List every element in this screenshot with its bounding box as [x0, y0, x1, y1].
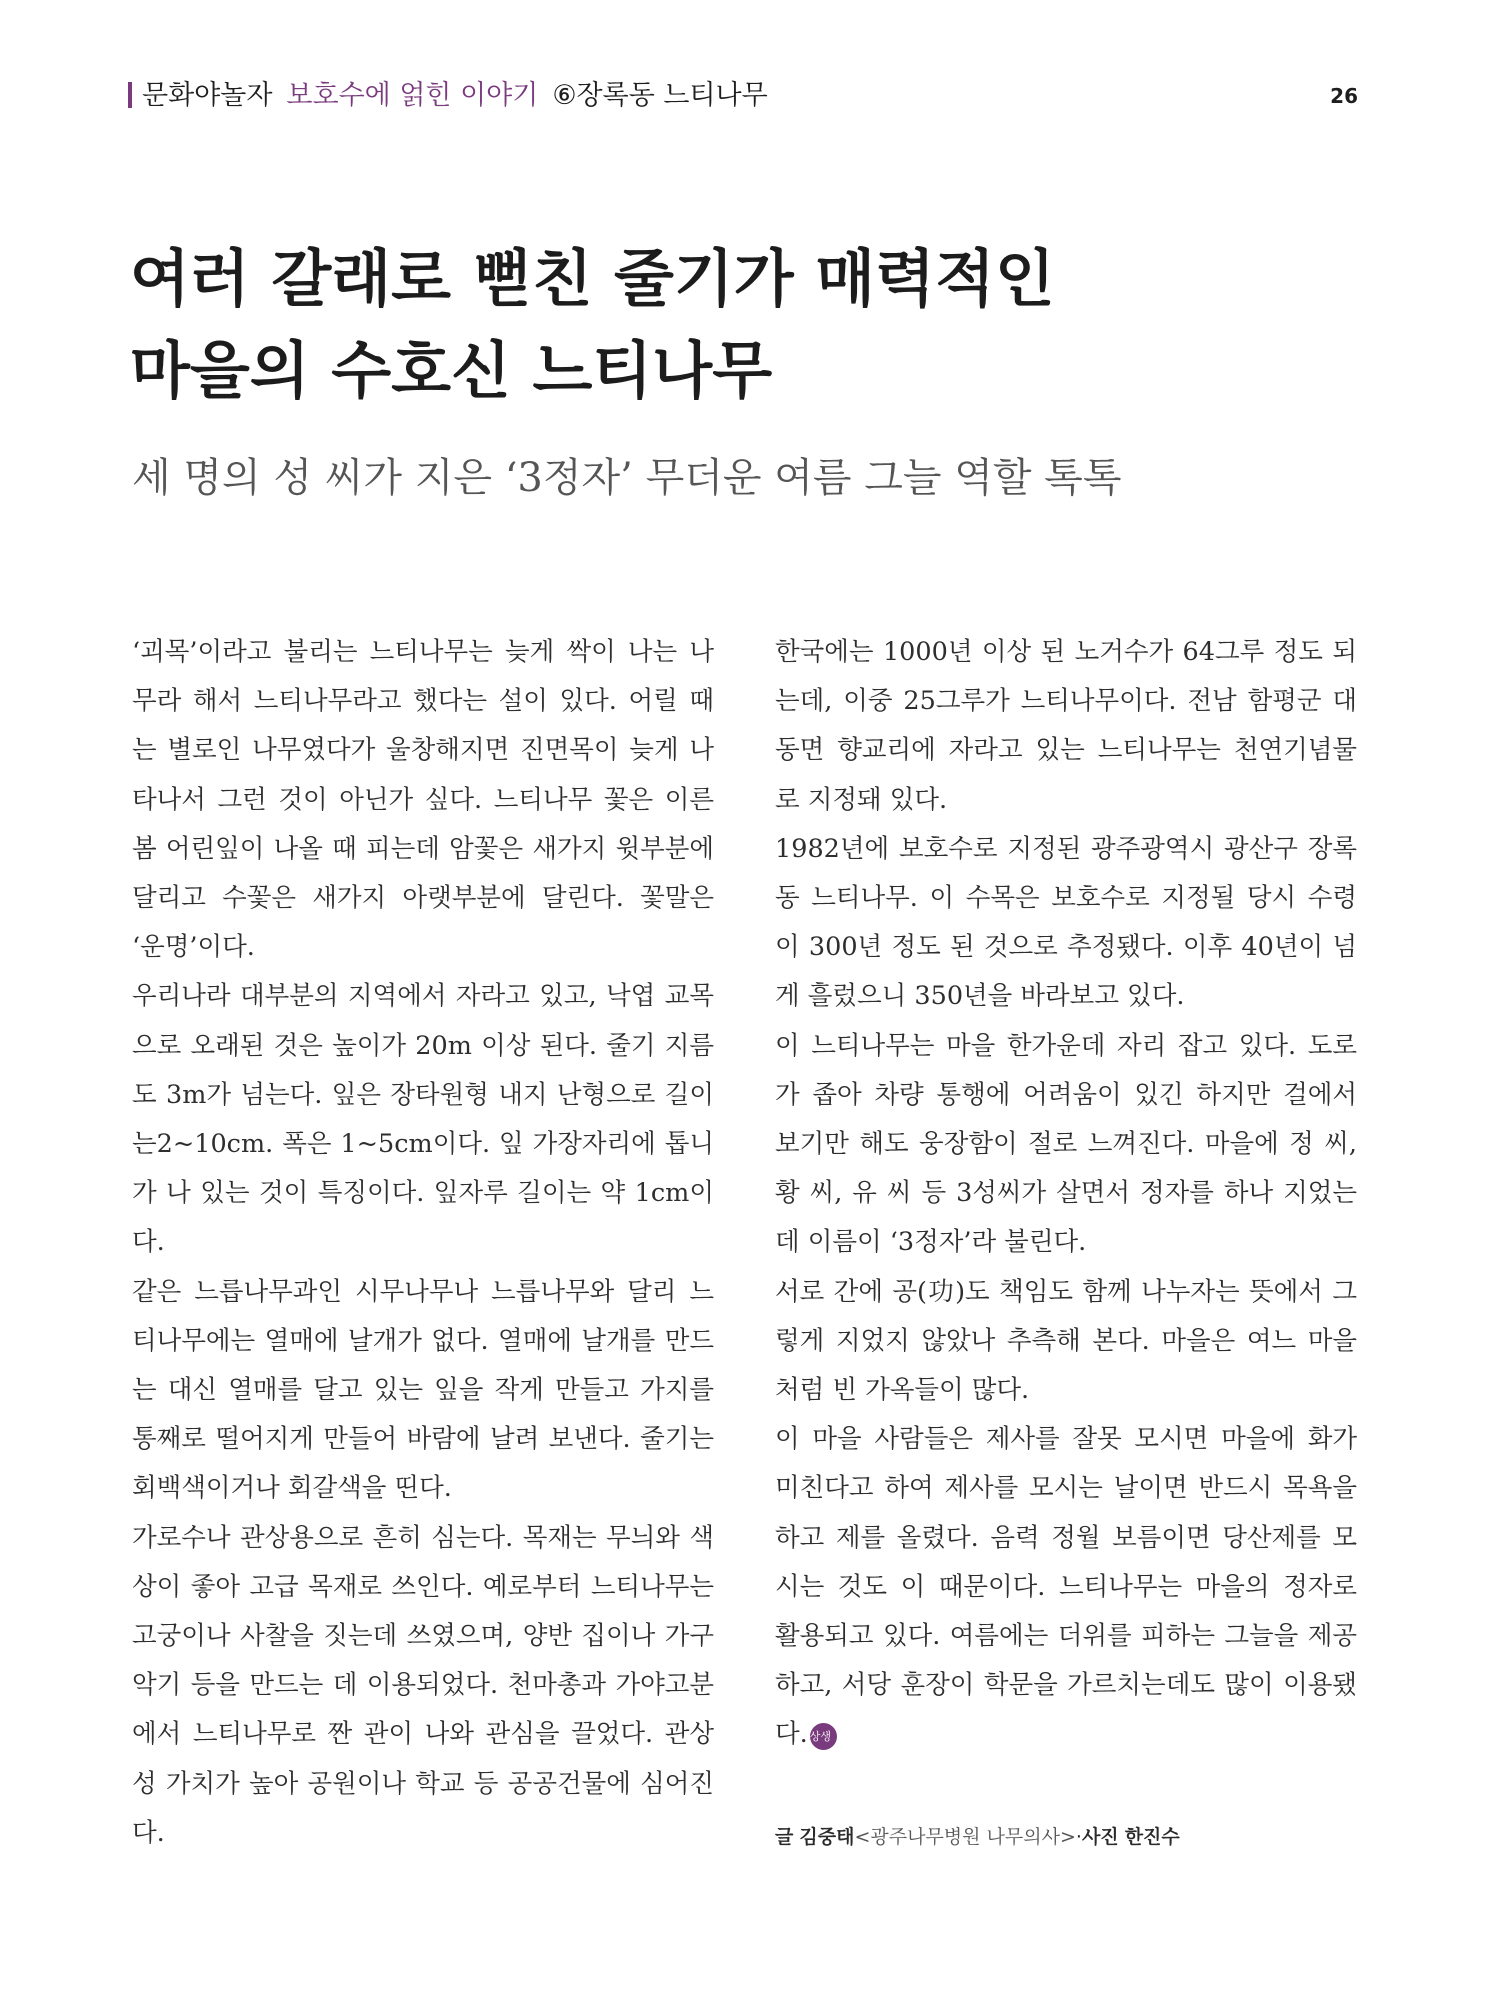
photo-label: 사진	[1081, 1826, 1119, 1848]
article-subtitle: 세 명의 성 씨가 지은 ‘3정자’ 무더운 여름 그늘 역할 톡톡	[132, 455, 1122, 501]
running-header	[128, 74, 1358, 118]
header-accent-bar	[128, 82, 132, 108]
credit-separator: ·	[1075, 1826, 1082, 1848]
paragraph: ‘괴목’이라고 불리는 느티나무는 늦게 싹이 나는 나무라 해서 느티나무라고 했다는 설이 있다. 어릴 때는 별로인 나무였다가 울창해지면 진면목이 늦게 나타나서 그런 것이 아닌가 싶다. 느티나무 꽃은 이른 봄 어린잎이 나올 때 피는데 암꽃은 새가지 윗부분에 달리고 수꽃은 새가지 아랫부분에 달린다. 꽃말은 ‘운명’이다.	[132, 637, 714, 963]
title-line: 마을의 수호신 느티나무	[130, 334, 773, 407]
paragraph-text: 이 마을 사람들은 제사를 잘못 모시면 마을에 화가 미친다고 하여 제사를 모시는 날이면 반드시 목욕을 하고 제를 올렸다. 음력 정월 보름이면 당산제를 모시는 것도 이 때문이다. 느티나무는 마을의 정자로 활용되고 있다. 여름에는 더위를 피하는 그늘을 제공하고, 서당 훈장이 학문을 가르치는데도 많이 이용됐다.	[775, 1424, 1357, 1750]
header-section: 문화야놀자	[142, 80, 273, 111]
paragraph: 같은 느릅나무과인 시무나무나 느릅나무와 달리 느티나무에는 열매에 날개가 없다. 열매에 날개를 만드는 대신 열매를 달고 있는 잎을 작게 만들고 가지를 통째로 떨어지게 만들어 바람에 날려 보낸다. 줄기는 회백색이거나 회갈색을 띤다.	[132, 1276, 714, 1504]
paragraph: 우리나라 대부분의 지역에서 자라고 있고, 낙엽 교목으로 오래된 것은 높이가 20m 이상 된다. 줄기 지름도 3m가 넘는다. 잎은 장타원형 내지 난형으로 길이는2~10cm. 폭은 1~5cm이다. 잎 가장자리에 톱니가 나 있는 것이 특징이다. 잎자루 길이는 약 1cm이다.	[132, 981, 714, 1258]
writer-label: 글	[775, 1826, 794, 1848]
paragraph: 서로 간에 공(功)도 책임도 함께 나누자는 뜻에서 그렇게 지었지 않았나 추측해 본다. 마을은 여느 마을처럼 빈 가옥들이 많다.	[775, 1276, 1357, 1406]
header-series: 보호수에 얽힌 이야기	[286, 80, 539, 111]
byline-credit	[775, 1822, 1180, 1852]
title-line: 여러 갈래로 뻗친 줄기가 매력적인	[130, 242, 1055, 315]
paragraph: 가로수나 관상용으로 흔히 심는다. 목재는 무늬와 색상이 좋아 고급 목재로 쓰인다. 예로부터 느티나무는 고궁이나 사찰을 짓는데 쓰였으며, 양반 집이나 가구 악기 등을 만드는 데 이용되었다. 천마총과 가야고분에서 느티나무로 짠 관이 나와 관심을 끌었다. 관상성 가치가 높아 공원이나 학교 등 공공건물에 심어진다.	[132, 1522, 714, 1848]
article-title	[130, 233, 1330, 417]
paragraph: 한국에는 1000년 이상 된 노거수가 64그루 정도 되는데, 이중 25그루가 느티나무이다. 전남 함평군 대동면 향교리에 자라고 있는 느티나무는 천연기념물로 지정돼 있다.	[775, 637, 1357, 815]
end-mark-icon: 상생	[810, 1723, 837, 1750]
page-number: 26	[1330, 84, 1358, 108]
photo-name: 한진수	[1124, 1826, 1180, 1848]
paragraph: 이 느티나무는 마을 한가운데 자리 잡고 있다. 도로가 좁아 차량 통행에 어려움이 있긴 하지만 걸에서 보기만 해도 웅장함이 절로 느껴진다. 마을에 정 씨, 황 씨, 유 씨 등 3성씨가 살면서 정자를 하나 지었는데 이름이 ‘3정자’라 불린다.	[775, 1030, 1357, 1258]
body-column-right	[775, 628, 1357, 1760]
body-column-left	[132, 628, 714, 1858]
paragraph: 1982년에 보호수로 지정된 광주광역시 광산구 장록동 느티나무. 이 수목은 보호수로 지정될 당시 수령이 300년 정도 된 것으로 추정됐다. 이후 40년이 넘게 흘렀으니 350년을 바라보고 있다.	[775, 833, 1357, 1012]
writer-name: 김중태	[799, 1826, 855, 1848]
paragraph-last	[775, 1415, 1357, 1759]
writer-affiliation: <광주나무병원 나무의사>	[854, 1826, 1076, 1848]
header-episode: ⑥장록동 느티나무	[552, 80, 768, 111]
